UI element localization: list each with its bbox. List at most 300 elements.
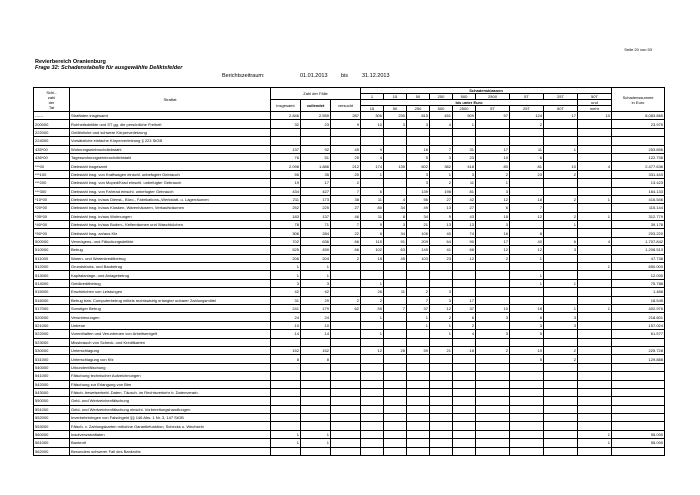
row-value xyxy=(331,330,361,338)
row-value xyxy=(384,372,407,380)
row-value: 13.423 xyxy=(612,179,665,187)
row-value xyxy=(578,397,612,405)
row-value: 225.728 xyxy=(612,346,665,354)
row-value: 2 xyxy=(510,120,544,128)
row-value xyxy=(331,338,361,346)
class-from: 2500 xyxy=(476,94,510,100)
row-code: 511000 xyxy=(34,254,70,262)
row-value: 17 xyxy=(476,237,510,245)
row-value: 3 xyxy=(510,321,544,329)
row-value: 5 xyxy=(407,153,430,161)
row-value xyxy=(331,288,361,296)
row-value xyxy=(271,372,301,380)
row-value: 1 xyxy=(301,263,331,271)
row-code: 551000 xyxy=(34,405,70,413)
row-value xyxy=(544,271,578,279)
row-code: 560000 xyxy=(34,430,70,438)
row-value: 284 xyxy=(301,229,331,237)
row-value: 1 xyxy=(361,313,384,321)
row-value: 331.443 xyxy=(612,170,665,178)
row-value xyxy=(544,430,578,438)
header-bis-unter-euro: bis unter Euro xyxy=(361,100,578,106)
row-value xyxy=(361,355,384,363)
row-code: *50*00 xyxy=(34,229,70,237)
row-value: 42 xyxy=(271,288,301,296)
row-value: 14 xyxy=(271,330,301,338)
row-value xyxy=(578,330,612,338)
row-value: 59 xyxy=(407,346,430,354)
table-row xyxy=(34,346,665,354)
row-code: ***300 xyxy=(34,187,70,195)
row-straftat: Unterschlagung von Kfz xyxy=(70,355,271,363)
row-value xyxy=(384,405,407,413)
row-straftat: Rohheitsdelikte und ST gg. die persönliche Freiheit xyxy=(70,120,271,128)
row-value: 11 xyxy=(453,179,476,187)
row-value xyxy=(361,447,384,455)
row-value xyxy=(407,380,430,388)
row-value: 225 xyxy=(301,204,331,212)
row-value: 382 xyxy=(430,162,453,170)
row-value xyxy=(407,271,430,279)
header-vollendet: vollendet xyxy=(301,100,331,112)
row-value xyxy=(453,405,476,413)
row-value: 5 xyxy=(510,330,544,338)
row-value xyxy=(544,372,578,380)
class-from: 500 xyxy=(453,94,476,100)
row-value: 9 xyxy=(331,120,361,128)
row-value: 7 xyxy=(510,204,544,212)
row-value: 97 xyxy=(476,112,510,120)
row-value: 8 xyxy=(301,355,331,363)
row-value: 6 xyxy=(453,313,476,321)
class-from: 50 xyxy=(407,94,430,100)
header-und: und xyxy=(578,100,612,106)
row-value: 115 xyxy=(361,237,384,245)
table-row xyxy=(34,313,665,321)
row-value: 18 xyxy=(510,195,544,203)
row-straftat: Betrug xyxy=(70,246,271,254)
row-value xyxy=(384,430,407,438)
row-value: 230 xyxy=(384,112,407,120)
row-value xyxy=(476,271,510,279)
row-value: 1 xyxy=(578,195,612,203)
row-value: 55 xyxy=(271,170,301,178)
row-value xyxy=(430,405,453,413)
row-code: 540000 xyxy=(34,363,70,371)
class-from: 25T xyxy=(544,94,578,100)
table-row xyxy=(34,430,665,438)
row-value xyxy=(612,447,665,455)
row-value xyxy=(612,388,665,396)
row-value: 10 xyxy=(361,120,384,128)
row-value: 4 xyxy=(578,162,612,170)
row-value xyxy=(544,204,578,212)
row-value: 12 xyxy=(510,212,544,220)
table-row xyxy=(34,204,665,212)
row-value: 51 xyxy=(301,153,331,161)
row-value xyxy=(331,363,361,371)
row-value xyxy=(578,128,612,136)
row-value: 174 xyxy=(361,162,384,170)
row-value xyxy=(407,330,430,338)
table-row xyxy=(34,414,665,422)
row-value xyxy=(384,137,407,145)
row-value xyxy=(510,430,544,438)
row-code: ------ xyxy=(34,112,70,120)
row-value xyxy=(407,388,430,396)
row-value xyxy=(544,153,578,161)
row-code: 523000 xyxy=(34,338,70,346)
row-value xyxy=(407,338,430,346)
table-row xyxy=(34,221,665,229)
row-value: 37 xyxy=(453,304,476,312)
row-value xyxy=(578,388,612,396)
header-insgesamt: insgesamt xyxy=(271,100,301,112)
row-value: 287 xyxy=(331,112,361,120)
row-value: 6 xyxy=(476,204,510,212)
row-code: ***100 xyxy=(34,170,70,178)
row-value: 13 xyxy=(453,221,476,229)
row-value xyxy=(510,380,544,388)
row-value: 10 xyxy=(476,153,510,161)
row-value: 38 xyxy=(331,195,361,203)
row-straftat: Diebstahl insg. von Kraftwagen einschl. unbefugter Gebrauch xyxy=(70,170,271,178)
table-row xyxy=(34,170,665,178)
row-value: 137 xyxy=(301,212,331,220)
row-value: 11 xyxy=(510,145,544,153)
row-value: 3 xyxy=(384,221,407,229)
row-value xyxy=(430,388,453,396)
row-value xyxy=(384,355,407,363)
row-value xyxy=(331,137,361,145)
row-value xyxy=(301,380,331,388)
row-value: 203.220 xyxy=(612,229,665,237)
table-row xyxy=(34,397,665,405)
row-value: 1 xyxy=(407,313,430,321)
class-from: 15 xyxy=(384,94,407,100)
row-value: 90 xyxy=(453,237,476,245)
row-value: 22 xyxy=(331,229,361,237)
row-value: 1 xyxy=(301,439,331,447)
row-value xyxy=(361,405,384,413)
row-value xyxy=(331,346,361,354)
row-value: 1 xyxy=(271,271,301,279)
row-value xyxy=(544,380,578,388)
row-value xyxy=(384,414,407,422)
row-value xyxy=(544,254,578,262)
row-value xyxy=(384,447,407,455)
table-row xyxy=(34,254,665,262)
row-straftat: Straftaten insgesamt xyxy=(70,112,271,120)
row-value: 28 xyxy=(384,346,407,354)
row-value xyxy=(331,405,361,413)
row-value: 206 xyxy=(271,254,301,262)
row-value xyxy=(578,321,612,329)
row-value: 1 xyxy=(510,254,544,262)
row-code: 531000 xyxy=(34,355,70,363)
row-value xyxy=(578,246,612,254)
row-code: 562000 xyxy=(34,447,70,455)
row-value xyxy=(384,439,407,447)
row-value xyxy=(476,372,510,380)
row-value xyxy=(361,263,384,271)
row-value xyxy=(476,128,510,136)
row-value xyxy=(384,153,407,161)
row-value xyxy=(453,355,476,363)
row-value: 6 xyxy=(361,187,384,195)
row-value: 24 xyxy=(301,313,331,321)
row-straftat: Gefährliche und schwere Körperverletzung xyxy=(70,128,271,136)
row-value: 1 xyxy=(407,321,430,329)
row-value: 2 xyxy=(407,288,430,296)
row-value xyxy=(476,288,510,296)
row-value: 139 xyxy=(407,187,430,195)
row-value xyxy=(430,422,453,430)
row-value: 20 xyxy=(331,170,361,178)
row-value xyxy=(271,363,301,371)
row-value: 459 xyxy=(301,246,331,254)
row-value: 3 xyxy=(476,221,510,229)
row-value: 4 xyxy=(430,120,453,128)
row-value: 602 xyxy=(407,162,430,170)
row-value xyxy=(331,422,361,430)
row-value: 14 xyxy=(301,330,331,338)
row-value: 7 xyxy=(430,145,453,153)
row-straftat: Vorsätzliche einfache Körperverletzung § 223 StGB xyxy=(70,137,271,145)
row-value: 525 xyxy=(271,246,301,254)
row-value xyxy=(384,279,407,287)
row-value: 27 xyxy=(453,204,476,212)
row-value xyxy=(430,263,453,271)
row-value xyxy=(544,179,578,187)
row-value: 17 xyxy=(453,296,476,304)
row-value xyxy=(578,422,612,430)
row-value xyxy=(544,263,578,271)
row-value: 8 xyxy=(384,212,407,220)
row-value: 91 xyxy=(384,237,407,245)
row-value: 1 xyxy=(510,279,544,287)
period-to: 31.12.2013 xyxy=(362,73,390,79)
table-row xyxy=(34,187,665,195)
row-value xyxy=(612,363,665,371)
row-value: 11 xyxy=(361,195,384,203)
row-value xyxy=(407,355,430,363)
row-value: 80 xyxy=(476,162,510,170)
row-value: 23.975 xyxy=(612,120,665,128)
row-value xyxy=(453,137,476,145)
row-value xyxy=(271,388,301,396)
row-value xyxy=(384,388,407,396)
row-value: 13 xyxy=(430,204,453,212)
row-code: 520000 xyxy=(34,313,70,321)
row-value xyxy=(578,204,612,212)
row-code: 553000 xyxy=(34,422,70,430)
row-value: 7 xyxy=(384,304,407,312)
row-straftat: Betrug bzw. Computerbetrug mittels rechtswidrig erlangter unbarer Zahlungsmittel xyxy=(70,296,271,304)
row-value xyxy=(301,422,331,430)
row-value xyxy=(361,271,384,279)
row-value xyxy=(612,405,665,413)
row-value xyxy=(510,397,544,405)
row-value xyxy=(612,380,665,388)
row-value xyxy=(331,321,361,329)
row-value: 106 xyxy=(407,229,430,237)
row-value: 8 xyxy=(510,229,544,237)
row-value: 306 xyxy=(271,229,301,237)
row-value xyxy=(510,179,544,187)
row-value: 45 xyxy=(331,145,361,153)
row-value xyxy=(578,355,612,363)
row-value: 4 xyxy=(384,195,407,203)
row-value xyxy=(361,137,384,145)
row-value xyxy=(453,380,476,388)
row-value: 209 xyxy=(407,237,430,245)
row-value: 31 xyxy=(453,145,476,153)
row-value xyxy=(384,271,407,279)
row-value xyxy=(407,447,430,455)
row-straftat: Fälschung technischer Aufzeichnungen xyxy=(70,372,271,380)
period-label: Berichtszeitraum: xyxy=(222,73,265,79)
row-value: 34 xyxy=(384,229,407,237)
row-value: 212 xyxy=(331,162,361,170)
row-value xyxy=(476,263,510,271)
row-code: 500000 xyxy=(34,237,70,245)
row-value: 10 xyxy=(544,162,578,170)
row-value: 509 xyxy=(453,112,476,120)
row-value xyxy=(453,422,476,430)
row-value: 1.886 xyxy=(301,162,331,170)
row-value: 1 xyxy=(453,120,476,128)
row-value: 1 xyxy=(544,145,578,153)
row-value xyxy=(476,439,510,447)
row-value xyxy=(578,221,612,229)
row-value: 12 xyxy=(361,346,384,354)
row-value: 4 xyxy=(453,330,476,338)
row-value: 37 xyxy=(407,304,430,312)
row-value xyxy=(578,179,612,187)
row-value: 2 xyxy=(544,195,578,203)
row-value xyxy=(578,346,612,354)
row-value xyxy=(271,128,301,136)
table-row xyxy=(34,237,665,245)
row-value xyxy=(544,447,578,455)
row-value xyxy=(430,372,453,380)
row-value: 12 xyxy=(453,254,476,262)
row-value: 64 xyxy=(430,237,453,245)
row-code: 550000 xyxy=(34,397,70,405)
row-value: 2.477.636 xyxy=(612,162,665,170)
row-value: 102 xyxy=(361,246,384,254)
report-subheading: Frage 32: Schadenstabelle für ausgewählte Deliktsfelder xyxy=(35,65,183,71)
row-value xyxy=(384,338,407,346)
row-value: 18 xyxy=(510,304,544,312)
row-straftat: Fälsch. beweiserhebl. Daten, Täusch. im Rechtsverkehr b. Datenverarb. xyxy=(70,388,271,396)
row-code: 222000 xyxy=(34,128,70,136)
row-code: ***00 xyxy=(34,162,70,170)
row-value xyxy=(361,430,384,438)
row-value xyxy=(407,422,430,430)
row-straftat: Besonders schwerer Fall des Bankrotts xyxy=(70,447,271,455)
row-value: 4 xyxy=(361,153,384,161)
row-value xyxy=(544,397,578,405)
row-value xyxy=(384,330,407,338)
row-value xyxy=(510,363,544,371)
row-value xyxy=(361,414,384,422)
row-value: 1 xyxy=(578,212,612,220)
row-value xyxy=(361,380,384,388)
row-value: 76 xyxy=(271,153,301,161)
row-value xyxy=(544,229,578,237)
row-value xyxy=(510,221,544,229)
row-value: 3 xyxy=(430,296,453,304)
row-value xyxy=(544,422,578,430)
row-value xyxy=(612,372,665,380)
row-value xyxy=(331,397,361,405)
row-value xyxy=(361,422,384,430)
row-value: 16 xyxy=(407,145,430,153)
row-code: *40*00 xyxy=(34,221,70,229)
row-value: 2 xyxy=(476,346,510,354)
row-value: 1.707.842 xyxy=(612,237,665,245)
table-row xyxy=(34,120,665,128)
row-value xyxy=(407,137,430,145)
row-value xyxy=(361,388,384,396)
row-value: 2.559 xyxy=(301,112,331,120)
row-straftat: Inverkehrbringen von Falschgeld §§ 146 Abs. 1 Nr. 3, 147 StGB xyxy=(70,414,271,422)
row-value xyxy=(544,439,578,447)
row-code: 561000 xyxy=(34,439,70,447)
row-value: 55 xyxy=(361,304,384,312)
row-code: 512000 xyxy=(34,263,70,271)
row-value: 29 xyxy=(301,296,331,304)
row-value xyxy=(544,120,578,128)
row-code: 200000 xyxy=(34,120,70,128)
row-value: 115.144 xyxy=(612,204,665,212)
row-value: 3 xyxy=(407,170,430,178)
row-value xyxy=(510,439,544,447)
row-straftat: Geld- und Wertzeichenfälschung einschl. Vorbereitungshandlungen xyxy=(70,405,271,413)
row-value: 56 xyxy=(407,195,430,203)
row-value: 122.736 xyxy=(612,153,665,161)
row-value: 9 xyxy=(361,221,384,229)
row-straftat: Fälschung zur Erlangung von Btm xyxy=(70,380,271,388)
row-value xyxy=(331,128,361,136)
row-value xyxy=(271,422,301,430)
row-value: 137 xyxy=(271,145,301,153)
row-value xyxy=(612,338,665,346)
row-value: 45 xyxy=(384,254,407,262)
row-code: 517000 xyxy=(34,304,70,312)
row-straftat: Diebstahl insg. von Fahrrad einschl. unbefugter Gebrauch xyxy=(70,187,271,195)
row-value: 12.000 xyxy=(612,271,665,279)
row-value: 7 xyxy=(331,221,361,229)
row-value xyxy=(578,254,612,262)
row-value xyxy=(476,296,510,304)
row-straftat: Geld- und Wertzeichenfälschung xyxy=(70,397,271,405)
row-value: 21 xyxy=(430,346,453,354)
row-value xyxy=(476,321,510,329)
row-straftat: Insolvenzstraftaten xyxy=(70,430,271,438)
row-value xyxy=(301,405,331,413)
table-row xyxy=(34,363,665,371)
row-value xyxy=(544,187,578,195)
row-value xyxy=(331,263,361,271)
row-code: 513000 xyxy=(34,271,70,279)
row-value xyxy=(361,372,384,380)
row-value xyxy=(510,405,544,413)
row-value: 78 xyxy=(271,221,301,229)
row-value xyxy=(301,388,331,396)
